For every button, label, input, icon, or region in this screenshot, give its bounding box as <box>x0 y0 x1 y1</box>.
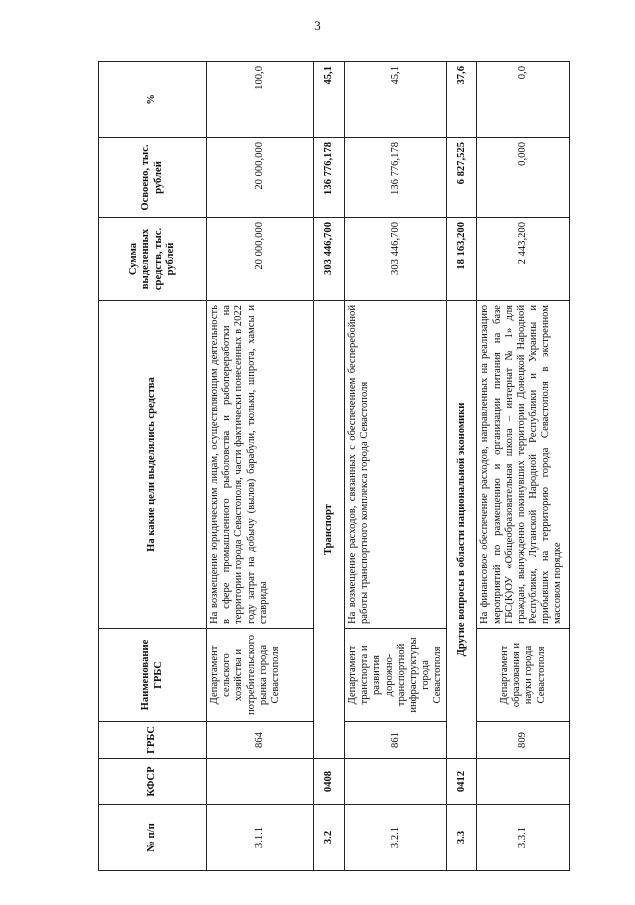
row-grbs: 809 <box>477 722 570 759</box>
row-kfsr: 0408 <box>314 759 345 805</box>
header-row <box>99 62 207 871</box>
rotated-page <box>98 62 564 871</box>
row-num: 3.2 <box>314 805 345 871</box>
section-row <box>314 62 345 871</box>
row-grbs: 861 <box>345 722 447 759</box>
page-number: 3 <box>314 18 321 33</box>
row-num: 3.3 <box>447 805 477 871</box>
header-spent: Освоено, тыс. рублей <box>99 138 207 218</box>
row-purpose: На возмещение юридическим лицам, осуществляющим деятельность в сфере промышленного рыболовства и рыбопереработки на территории города Севастополя, части фактически понесенных в 2022 году затрат на добычу (вылов) барабули, тюльки, шпрота, хамсы и ставриды <box>207 301 314 629</box>
row-allocated: 303 446,700 <box>314 218 345 301</box>
row-kfsr <box>345 759 447 805</box>
header-percent: % <box>99 62 207 138</box>
row-percent: 37,6 <box>447 62 477 138</box>
budget-table <box>98 61 570 871</box>
row-spent: 0,000 <box>477 138 570 218</box>
row-num: 3.2.1 <box>345 805 447 871</box>
row-kfsr: 0412 <box>447 759 477 805</box>
header-num: № п/п <box>99 805 207 871</box>
row-spent: 136 776,178 <box>314 138 345 218</box>
row-num: 3.1.1 <box>207 805 314 871</box>
row-percent: 100,0 <box>207 62 314 138</box>
table-row <box>345 62 447 871</box>
header-grbs: ГРБС <box>99 722 207 759</box>
row-allocated: 2 443,200 <box>477 218 570 301</box>
row-spent: 20 000,000 <box>207 138 314 218</box>
header-kfsr: КФСР <box>99 759 207 805</box>
row-percent: 45,1 <box>314 62 345 138</box>
row-purpose: На возмещение расходов, связанных с обеспечением бесперебойной работы транспортного комплекса города Севастополя <box>345 301 447 629</box>
row-kfsr <box>477 759 570 805</box>
row-purpose: На финансовое обеспечение расходов, направленных на реализацию мероприятий по размещению и организации питания на базе ГБС(К)ОУ «Общеобразовательная школа – интернат № 1» для граждан, вынужденно покинувших территории Донецкой Народной Республики, Луганской Народной Республики и Украины и прибывших на территорию города Севастополя в экстренном массовом порядке <box>477 301 570 629</box>
section-title: Другие вопросы в области национальной экономики <box>447 301 477 759</box>
row-percent: 0,0 <box>477 62 570 138</box>
row-grbs-name: Департамент транспорта и развития дорожно-транспортной инфраструктуры города Севастополя <box>345 629 447 722</box>
row-spent: 6 827,525 <box>447 138 477 218</box>
table-row <box>207 62 314 871</box>
section-title: Транспорт <box>314 301 345 759</box>
row-grbs: 864 <box>207 722 314 759</box>
row-percent: 45,1 <box>345 62 447 138</box>
header-allocated: Сумма выделенных средств, тыс. рублей <box>99 218 207 301</box>
row-grbs-name: Департамент сельского хозяйства и потребительского рынка города Севастополя <box>207 629 314 722</box>
row-grbs-name: Департамент образования и науки города Севастополя <box>477 629 570 722</box>
row-allocated: 303 446,700 <box>345 218 447 301</box>
row-kfsr <box>207 759 314 805</box>
section-row <box>447 62 477 871</box>
row-spent: 136 776,178 <box>345 138 447 218</box>
row-allocated: 20 000,000 <box>207 218 314 301</box>
table-row <box>477 62 570 871</box>
row-allocated: 18 163,200 <box>447 218 477 301</box>
header-purpose: На какие цели выделялись средства <box>99 301 207 629</box>
header-grbs-name: Наименование ГРБС <box>99 629 207 722</box>
row-num: 3.3.1 <box>477 805 570 871</box>
